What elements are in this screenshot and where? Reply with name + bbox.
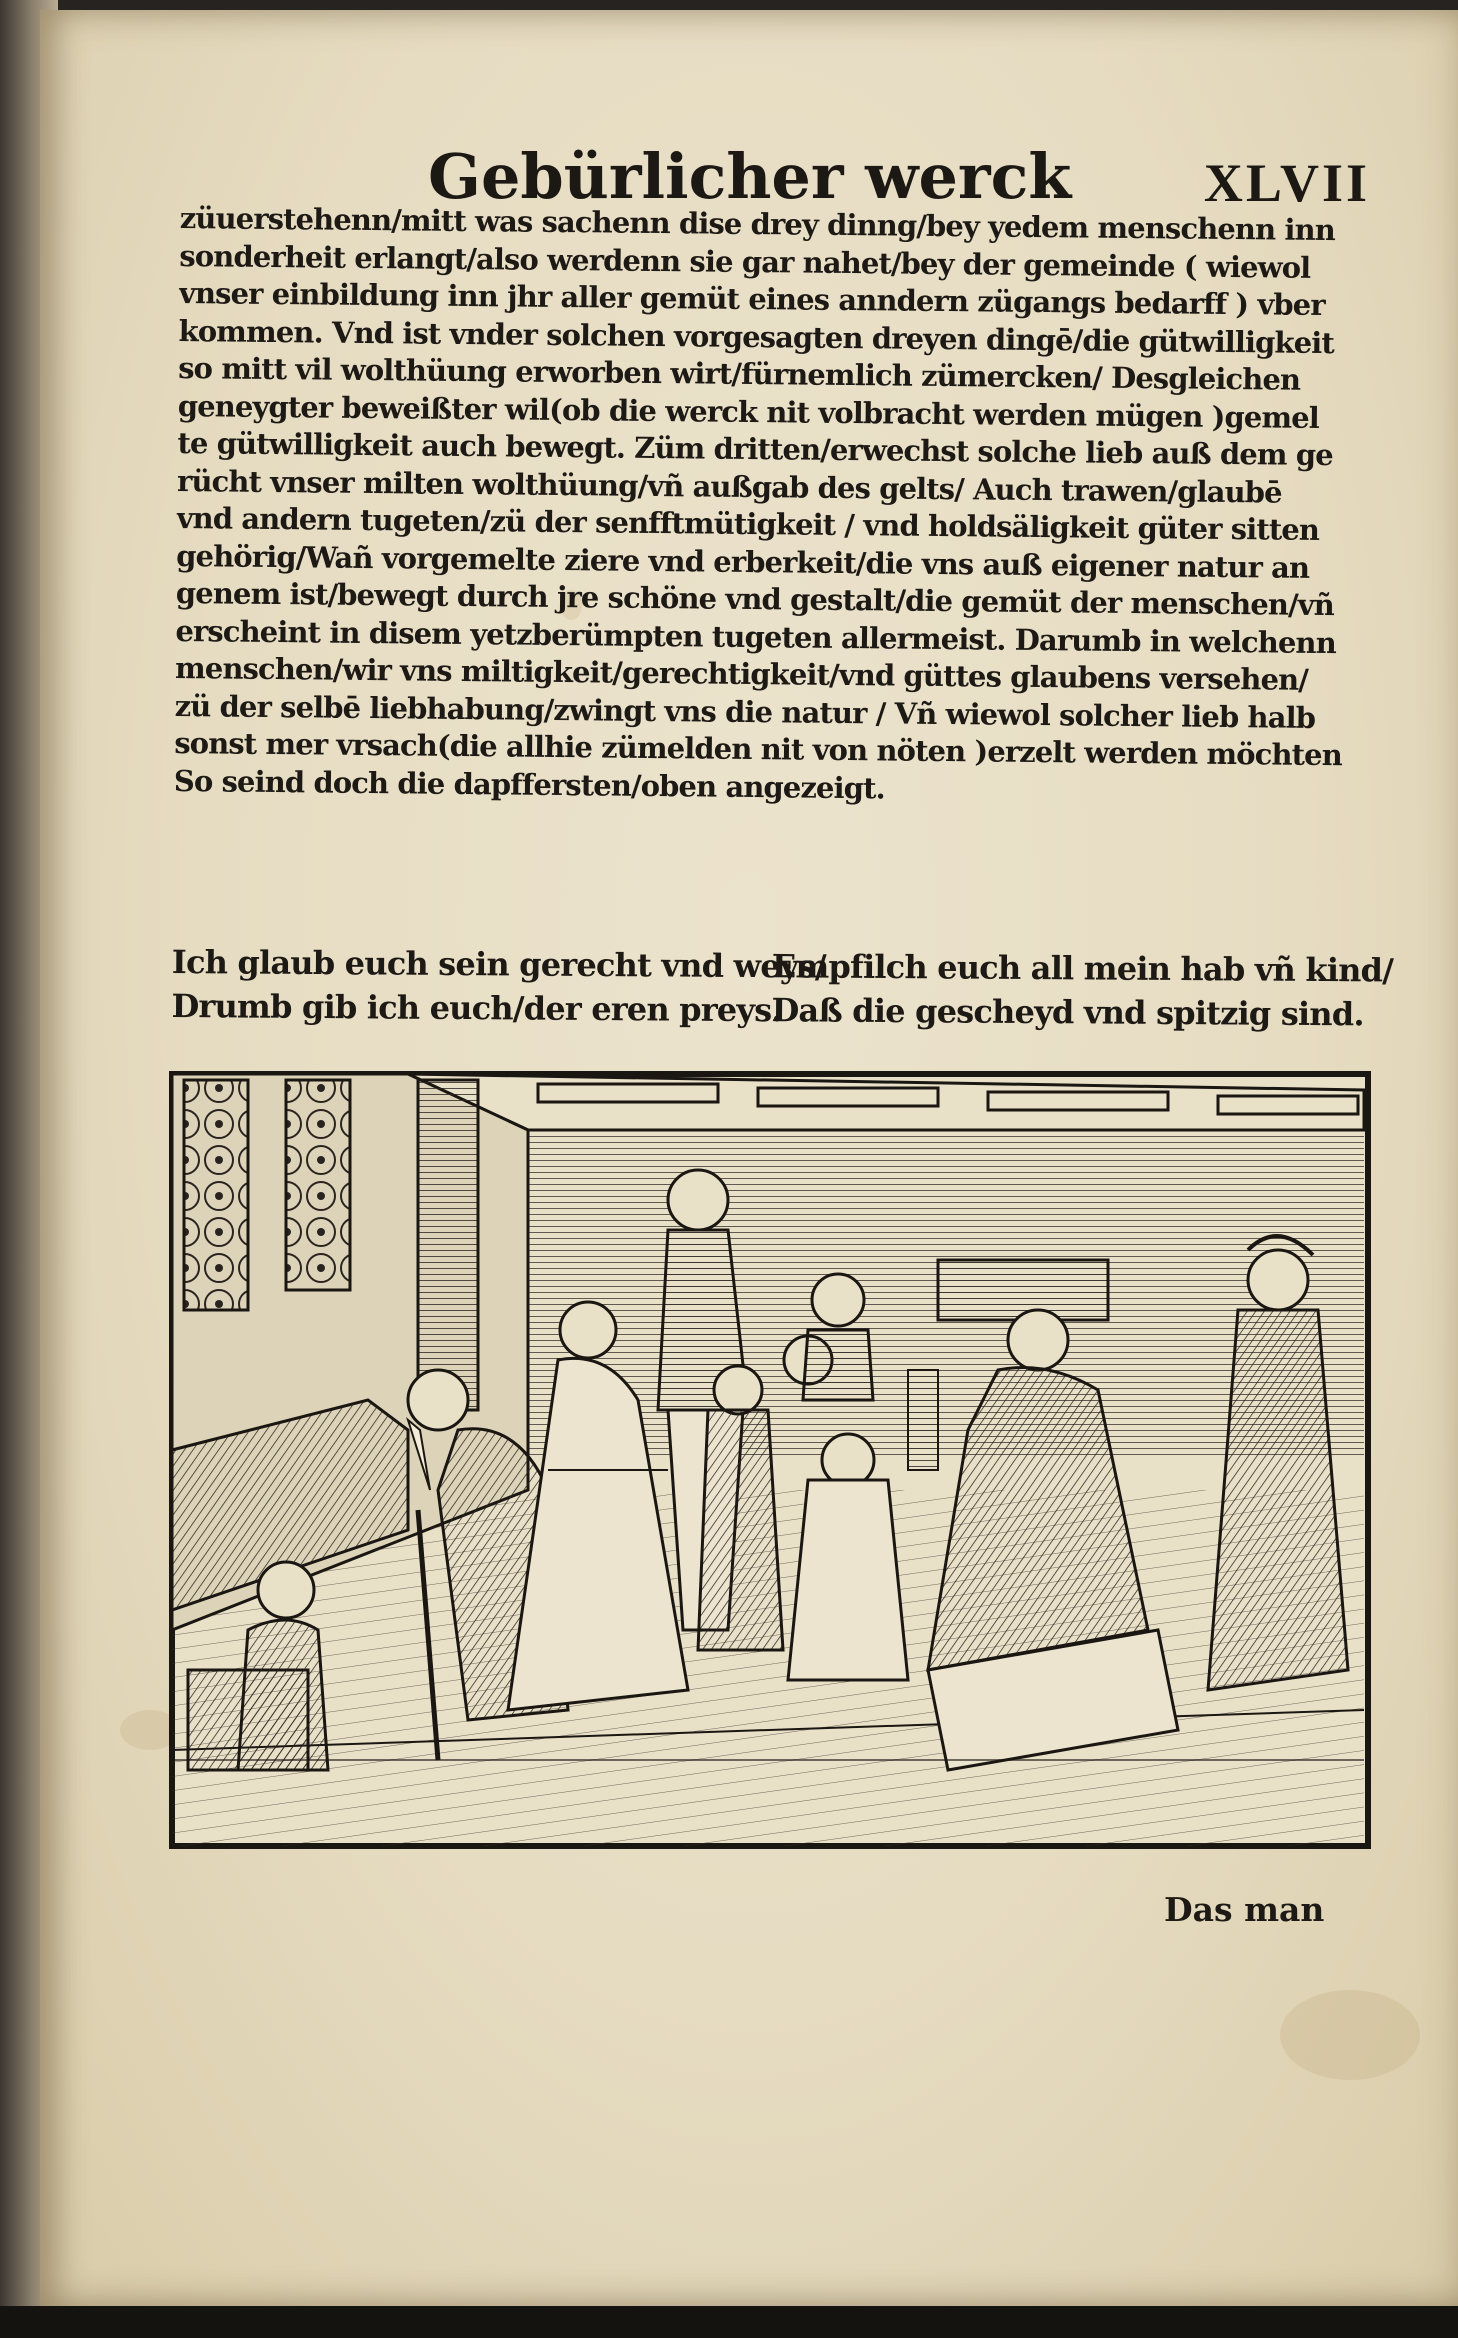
text-line: geneygter beweißter wil(ob die werck nit volbracht werden mügen )gemel bbox=[177, 388, 1320, 435]
verse-line: Empfilch euch all mein hab vñ kind/ bbox=[771, 947, 1394, 990]
text-line: sonderheit erlangt/also werdenn sie gar nahet/bey der gemeinde ( wiewol bbox=[179, 238, 1311, 285]
text-line: vnser einbildung inn jhr aller gemüt eines anndern zügangs bedarff ) vber bbox=[178, 275, 1325, 322]
text-line: sonst mer vrsach(die allhie zümelden nit von nöten )erzelt werden möchten bbox=[174, 725, 1343, 773]
text-line: gehörig/Wañ vorgemelte ziere vnd erberkeit/die vns auß eigener natur an bbox=[176, 538, 1310, 585]
catchword: Das man bbox=[1164, 1890, 1325, 1929]
text-line: So seind doch die dapffersten/oben angezeigt. bbox=[173, 763, 885, 805]
text-line: menschen/wir vns miltigkeit/gerechtigkeit/vnd güttes glaubens versehen/ bbox=[174, 650, 1309, 697]
woodcut-illustration bbox=[168, 1070, 1372, 1850]
scan-bottom-edge bbox=[0, 2306, 1458, 2338]
paper-stain bbox=[1280, 1990, 1420, 2080]
text-line: so mitt vil wolthüung erworben wirt/fürnemlich zümercken/ Desgleichen bbox=[178, 350, 1301, 397]
text-line: züuerstehenn/mitt was sachenn dise drey dinng/bey yedem menschenn inn bbox=[179, 200, 1336, 248]
woodcut-drawing bbox=[168, 1070, 1372, 1850]
text-line: zü der selbē liebhabung/zwingt vns die natur / Vñ wiewol solcher lieb halb bbox=[174, 688, 1316, 735]
text-line: rücht vnser milten wolthüung/vñ außgab des gelts/ Auch trawen/glaubē bbox=[176, 463, 1282, 510]
verse-couplets bbox=[171, 940, 1394, 1068]
text-line: genem ist/bewegt durch jre schöne vnd gestalt/die gemüt der menschen/vñ bbox=[175, 575, 1335, 623]
verse-left-column bbox=[171, 940, 826, 1033]
text-line: erscheint in disem yetzberümpten tugeten allermeist. Darumb in welchenn bbox=[175, 613, 1337, 660]
verse-line: Ich glaub euch sein gerecht vnd weys/ bbox=[171, 942, 826, 986]
text-line: vnd andern tugeten/zü der senfftmütigkeit / vnd holdsäligkeit güter sitten bbox=[176, 500, 1320, 547]
verse-line: Drumb gib ich euch/der eren preys. bbox=[171, 986, 782, 1030]
verse-line: Daß die gescheyd vnd spitzig sind. bbox=[771, 991, 1364, 1034]
verse-right-column bbox=[771, 944, 1393, 1036]
folio-number: XLVII bbox=[1203, 153, 1370, 213]
text-line: kommen. Vnd ist vnder solchen vorgesagten dreyen dingē/die gütwilligkeit bbox=[178, 313, 1335, 360]
body-text-block bbox=[174, 200, 1360, 812]
running-title: Gebürlicher werck bbox=[428, 140, 1072, 213]
text-line: te gütwilligkeit auch bewegt. Züm dritten/erwechst solche lieb auß dem ge bbox=[177, 425, 1333, 473]
